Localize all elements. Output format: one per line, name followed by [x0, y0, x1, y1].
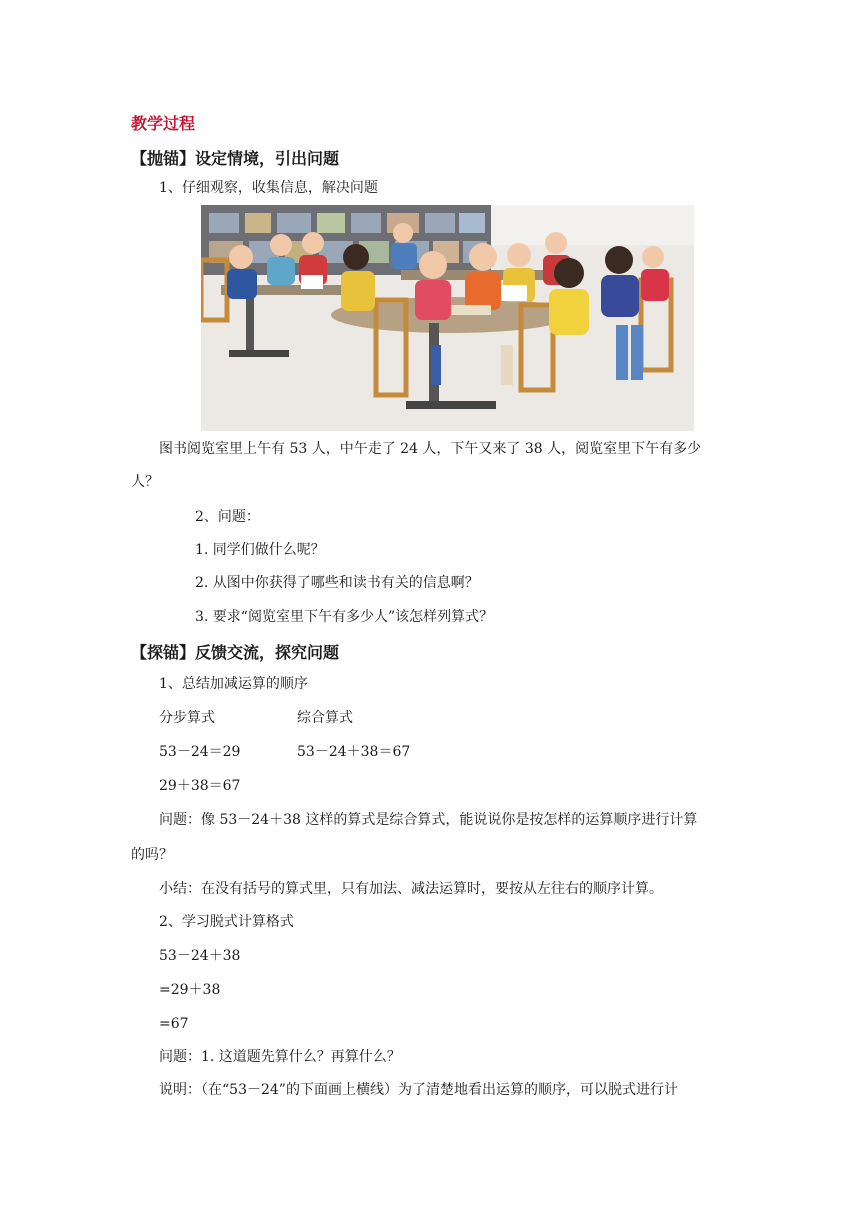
step1-equation: 53－24＝29: [159, 744, 241, 760]
section2-item1: 1、总结加减运算的顺序: [159, 676, 308, 692]
calc-line: =29＋38: [159, 982, 221, 998]
reading-room-illustration: [201, 205, 694, 431]
section1-title: 【抛锚】设定情境，引出问题: [131, 149, 340, 168]
lesson-heading: 教学过程: [131, 114, 196, 133]
question2-text: 问题：1. 这道题先算什么？再算什么？: [159, 1049, 401, 1065]
question-item: 3. 要求“阅览室里下午有多少人”该怎样列算式？: [195, 609, 494, 625]
question-line1: 问题：像 53－24＋38 这样的算式是综合算式，能说说你是按怎样的运算顺序进行计算: [159, 812, 698, 828]
stepwise-header: 分步算式: [159, 710, 215, 726]
calc-line: =67: [159, 1016, 189, 1032]
combined-equation: 53－24＋38＝67: [297, 744, 411, 760]
section1-item1: 1、仔细观察，收集信息，解决问题: [159, 180, 378, 196]
reading-room-illustration-svg: [201, 205, 694, 431]
question-line2: 的吗？: [131, 847, 173, 863]
summary-text: 小结：在没有括号的算式里，只有加法、减法运算时，要按从左往右的顺序计算。: [159, 881, 663, 897]
step2-equation: 29＋38＝67: [159, 778, 241, 794]
problem-paragraph-line2: 人？: [131, 474, 159, 490]
calc-line: 53－24＋38: [159, 948, 241, 964]
combined-header: 综合算式: [297, 710, 353, 726]
question-item: 1. 同学们做什么呢？: [195, 542, 325, 558]
explanation-text: 说明：（在“53－24”的下面画上横线）为了清楚地看出运算的顺序，可以脱式进行计: [159, 1082, 678, 1098]
problem-paragraph-line1: 图书阅览室里上午有 53 人，中午走了 24 人，下午又来了 38 人，阅览室里下午有多少: [159, 441, 702, 457]
section2-item2: 2、学习脱式计算格式: [159, 914, 294, 930]
question-item: 2. 从图中你获得了哪些和读书有关的信息啊？: [195, 575, 479, 591]
questions-header: 2、问题：: [195, 509, 260, 525]
section2-title: 【探锚】反馈交流，探究问题: [131, 643, 340, 662]
